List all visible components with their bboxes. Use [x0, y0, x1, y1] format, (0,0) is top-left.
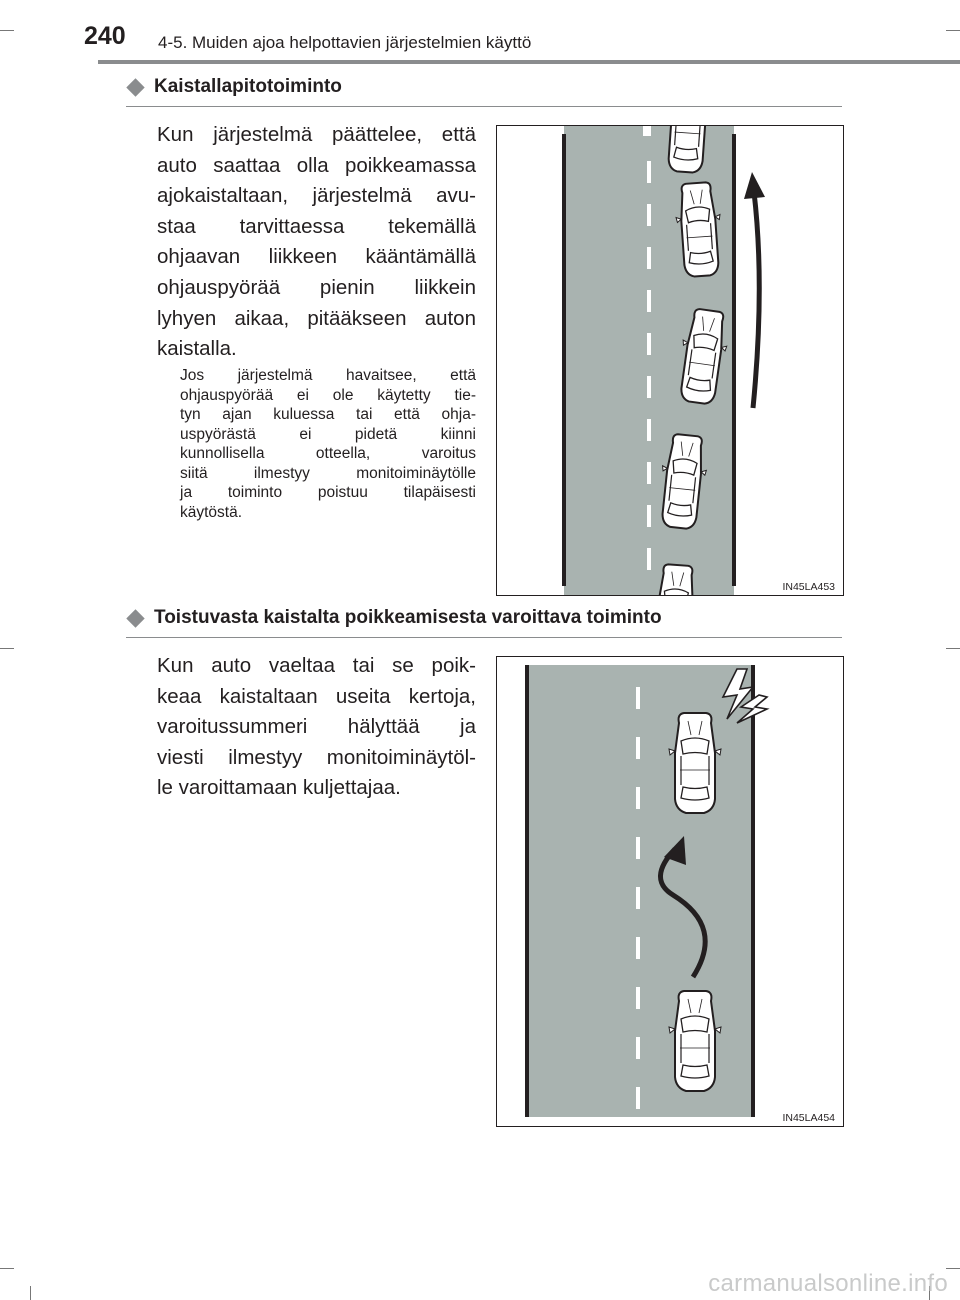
crop-mark [946, 1268, 960, 1269]
text-line: ohjauspyörää pienin liikkein [157, 275, 476, 299]
direction-arrow-icon [744, 172, 765, 199]
footer-watermark: carmanualsonline.info [708, 1270, 948, 1297]
text-line: staa tarvittaessa tekemällä [157, 214, 476, 238]
lane-keeping-illustration [497, 126, 843, 595]
text-line: viesti ilmestyy monitoiminäytöl- [157, 745, 476, 769]
section-heading-lane-departure-warning [126, 607, 662, 629]
note-line: kunnollisella otteella, varoitus [180, 445, 476, 462]
text-line: lyhyen aikaa, pitääkseen auton [157, 306, 476, 330]
text-line: ajokaistaltaan, järjestelmä avu- [157, 184, 476, 208]
text-line: varoitussummeri hälyttää ja [157, 715, 476, 739]
crop-mark [30, 1286, 31, 1300]
text-line: auto saattaa olla poikkeamassa [157, 153, 476, 177]
note-line: ja toiminto poistuu tilapäisesti [180, 484, 476, 501]
diamond-bullet-icon [126, 78, 144, 96]
section-divider [126, 637, 842, 638]
figure-code: IN45LA454 [782, 1112, 835, 1124]
text-line: le varoittamaan kuljettajaa. [157, 776, 401, 800]
figure-lane-departure-warning [496, 656, 844, 1127]
section-divider [126, 106, 842, 107]
text-line: keaa kaistaltaan useita kertoja, [157, 684, 476, 708]
text-line: Kun järjestelmä päättelee, että [157, 123, 476, 146]
crop-mark [946, 648, 960, 649]
note-line: uspyörästä ei pidetä kiinni [180, 425, 476, 443]
page-number: 240 [84, 22, 126, 50]
figure-lane-keeping [496, 125, 844, 596]
text-line: ohjaavan liikkeen kääntämällä [157, 245, 476, 269]
diamond-bullet-icon [126, 609, 144, 627]
body-paragraph [157, 651, 476, 804]
lane-departure-illustration [497, 657, 843, 1126]
section-title: Toistuvasta kaistalta poikkeamisesta varoittava toiminto [154, 607, 662, 628]
section-title: Kaistallapitotoiminto [154, 76, 342, 97]
section-heading-lane-keeping [126, 76, 342, 98]
note-line: siitä ilmestyy monitoiminäytölle [180, 464, 476, 482]
note-line: Jos järjestelmä havaitsee, että [180, 367, 476, 384]
crop-mark [0, 1268, 14, 1269]
figure-code: IN45LA453 [782, 581, 835, 593]
crop-mark [946, 30, 960, 31]
crop-mark [0, 30, 14, 31]
note-line: tyn ajan kuluessa tai että ohja- [180, 406, 476, 423]
note-paragraph [180, 366, 476, 522]
header-divider [98, 60, 960, 64]
text-line: kaistalla. [157, 337, 237, 361]
crop-mark [0, 648, 14, 649]
body-paragraph [157, 120, 476, 365]
note-line: käytöstä. [180, 503, 243, 521]
text-line: Kun auto vaeltaa tai se poik- [157, 654, 476, 677]
chapter-title: 4-5. Muiden ajoa helpottavien järjestelmien käyttö [158, 33, 532, 52]
note-line: ohjauspyörää ei ole käytetty tie- [180, 386, 476, 404]
